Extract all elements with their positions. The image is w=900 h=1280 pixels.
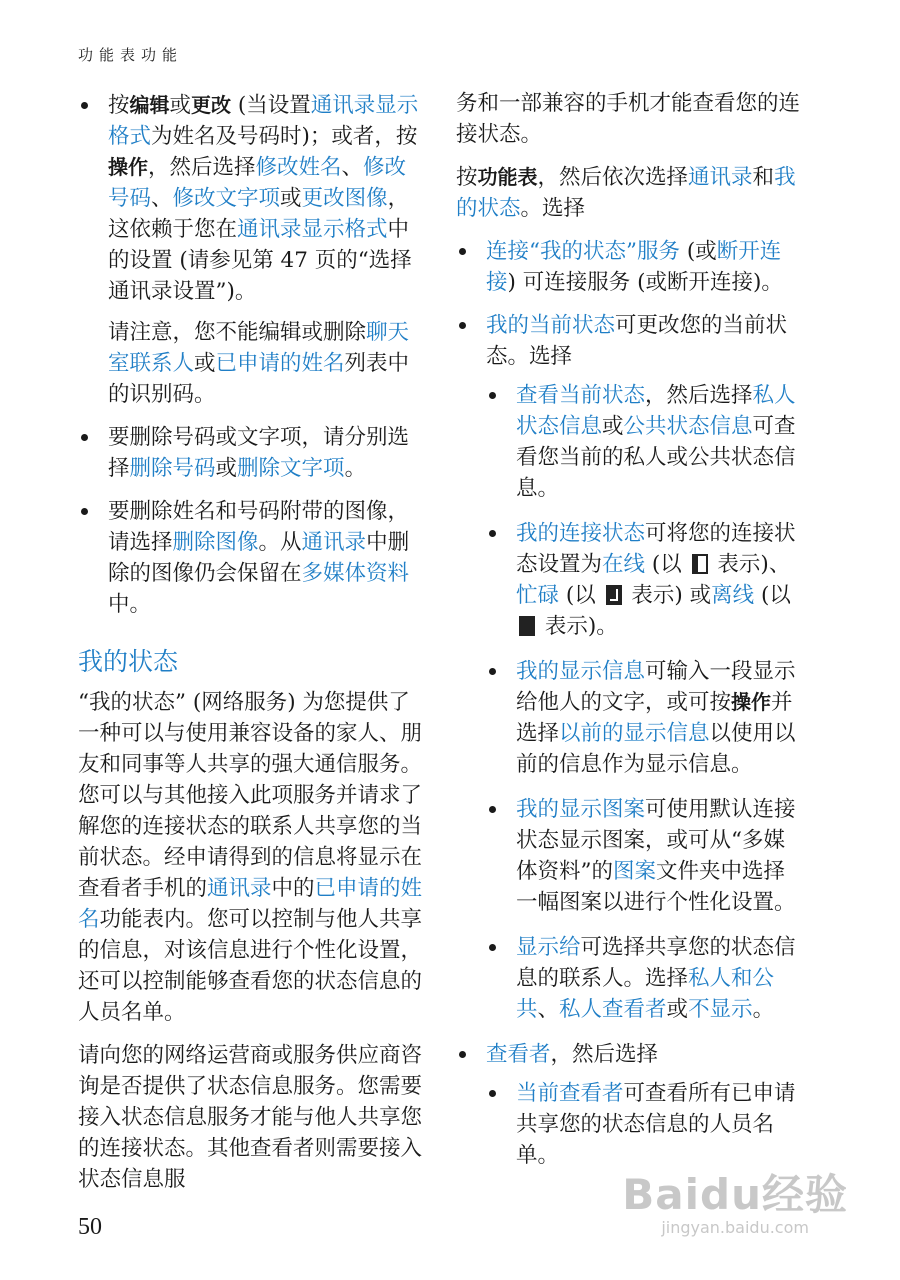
body-paragraph: 请向您的网络运营商或服务供应商咨询是否提供了状态信息服务。您需要接入状态信息服务才能与他人共享您的连接状态。其他查看者则需要接入状态信息服 <box>78 1043 423 1192</box>
link-contacts-display-format[interactable]: 通讯录显示格式 <box>108 93 419 149</box>
menu-key: 功能表 <box>477 165 538 189</box>
list-item: 我的显示图案可使用默认连接状态显示图案，或可从“多媒体资料”的图案文件夹中选择一幅图案以进行个性化设置。 <box>486 794 806 918</box>
body-paragraph: 按功能表，然后依次选择通讯录和我的状态。选择 <box>456 165 796 221</box>
section-heading: 我的状态 <box>78 647 179 676</box>
link-my-presence-message[interactable]: 我的显示信息 <box>516 659 646 684</box>
sub-options-list <box>486 1078 806 1171</box>
list-item: 我的连接状态可将您的连接状态设置为在线 (以 表示)、忙碌 (以 表示) 或离线 (以 表示)。 <box>486 518 806 642</box>
link-private-presence[interactable]: 私人状态信息 <box>516 383 796 439</box>
list-item: 要删除号码或文字项，请分别选择删除号码或删除文字项。 <box>78 422 423 484</box>
link-public-presence[interactable]: 公共状态信息 <box>623 414 753 439</box>
link-delete-image[interactable]: 删除图像 <box>172 530 259 555</box>
link-connect-service[interactable]: 连接“我的状态”服务 <box>486 239 680 264</box>
watermark <box>622 1162 848 1237</box>
link-subscribed-names-2[interactable]: 已申请的姓名 <box>78 876 423 932</box>
list-item: 查看当前状态，然后选择私人状态信息或公共状态信息可查看您当前的私人或公共状态信息。 <box>486 380 806 504</box>
link-available[interactable]: 在线 <box>602 552 646 577</box>
link-show-to[interactable]: 显示给 <box>516 935 581 960</box>
page-header: 功能表功能 <box>78 46 184 64</box>
link-view-current[interactable]: 查看当前状态 <box>516 383 646 408</box>
link-my-current-presence[interactable]: 我的当前状态 <box>486 313 616 338</box>
options-key-2: 操作 <box>731 690 772 714</box>
link-my-presence[interactable]: 我的状态 <box>456 165 796 221</box>
link-nobody[interactable]: 不显示 <box>688 997 753 1022</box>
body-paragraph: “我的状态” (网络服务) 为您提供了一种可以与使用兼容设备的家人、朋友和同事等人共享的强大通信服务。您可以与其他接入此项服务并请求了解您的连接状态的联系人共享您的当前状态。经申请得到的信息将显示在查看者手机的通讯录中的已申请的姓名功能表内。您可以控制与他人共享的信息，对该信息进行个性化设置，还可以控制能够查看您的状态信息的人员名单。 <box>78 690 423 1025</box>
change-key: 更改 <box>191 93 232 117</box>
list-item: 我的当前状态可更改您的当前状态。选择 查看当前状态，然后选择私人状态信息或公共状态信息可查看您当前的私人或公共状态信息。 我的连接状态可将您的连接状态设置为在线 (以 表示)、忙碌 (以 表示) 或离线 (以 表示)。 我的显示信息可输入一段显示给他人的文字，或可按操作并选择以前的显示信息以使用以前的信息作为显示信息。 我的显示图案可使用默认连接状态显示图案，或可从“多媒体资料”的图案文件夹中选择一幅图案以进行个性化设置。 显示给可选择共享您的状态信息的联系人。选择私人和公共、私人查看者或不显示。 <box>456 310 806 1025</box>
watermark-logo: Baidu经验 <box>622 1170 848 1219</box>
link-viewers[interactable]: 查看者 <box>486 1042 551 1067</box>
link-previous-messages[interactable]: 以前的显示信息 <box>559 721 710 746</box>
offline-status-icon <box>519 616 535 636</box>
link-busy[interactable]: 忙碌 <box>516 583 560 608</box>
link-contacts-3[interactable]: 通讯录 <box>207 876 272 901</box>
edit-options-list <box>78 90 423 620</box>
note-paragraph: 请注意，您不能编辑或删除聊天室联系人或已申请的姓名列表中的识别码。 <box>108 320 410 407</box>
link-private-viewers[interactable]: 私人查看者 <box>559 997 667 1022</box>
link-offline[interactable]: 离线 <box>711 583 755 608</box>
page-number: 50 <box>78 1214 102 1240</box>
online-status-icon <box>692 554 708 574</box>
list-item: 要删除姓名和号码附带的图像，请选择删除图像。从通讯录中删除的图像仍会保留在多媒体资料中。 <box>78 496 423 620</box>
link-private-and-public[interactable]: 私人和公共 <box>516 966 775 1022</box>
presence-options-list <box>456 236 806 1171</box>
right-column <box>456 88 806 1185</box>
link-subscribed-names[interactable]: 已申请的姓名 <box>215 351 345 376</box>
link-edit-number[interactable]: 修改号码 <box>108 155 407 211</box>
link-delete-number[interactable]: 删除号码 <box>129 456 216 481</box>
link-my-presence-logo[interactable]: 我的显示图案 <box>516 797 646 822</box>
list-item: 按编辑或更改 (当设置通讯录显示格式为姓名及号码时)；或者，按操作，然后选择修改姓名、修改号码、修改文字项或更改图像，这依赖于您在通讯录显示格式中的设置 (请参见第 47 页的“选择通讯录设置”)。 请注意，您不能编辑或删除聊天室联系人或已申请的姓名列表中的识别码。 <box>78 90 423 410</box>
edit-key: 编辑 <box>129 93 170 117</box>
options-key: 操作 <box>108 155 148 179</box>
list-item: 查看者，然后选择 当前查看者可查看所有已申请共享您的状态信息的人员名单。 <box>456 1039 806 1171</box>
list-item: 连接“我的状态”服务 (或断开连接) 可连接服务 (或断开连接)。 <box>456 236 806 298</box>
link-my-availability[interactable]: 我的连接状态 <box>516 521 646 546</box>
link-gallery[interactable]: 多媒体资料 <box>301 561 410 586</box>
link-edit-name[interactable]: 修改姓名 <box>255 155 342 180</box>
link-chat-contacts[interactable]: 聊天室联系人 <box>108 320 410 376</box>
link-edit-text[interactable]: 修改文字项 <box>172 186 281 211</box>
watermark-url: jingyan.baidu.com <box>661 1218 809 1237</box>
link-change-image[interactable]: 更改图像 <box>301 186 388 211</box>
link-disconnect[interactable]: 断开连接 <box>486 239 782 295</box>
busy-status-icon <box>606 585 622 605</box>
link-current-viewers[interactable]: 当前查看者 <box>516 1081 624 1106</box>
sub-options-list <box>486 380 806 1025</box>
list-item: 我的显示信息可输入一段显示给他人的文字，或可按操作并选择以前的显示信息以使用以前的信息作为显示信息。 <box>486 656 806 780</box>
list-item: 当前查看者可查看所有已申请共享您的状态信息的人员名单。 <box>486 1078 806 1171</box>
link-delete-text[interactable]: 删除文字项 <box>237 456 345 481</box>
left-column <box>78 90 423 1207</box>
list-item: 显示给可选择共享您的状态信息的联系人。选择私人和公共、私人查看者或不显示。 <box>486 932 806 1025</box>
link-contacts-display-format-2[interactable]: 通讯录显示格式 <box>237 217 388 242</box>
link-contacts-4[interactable]: 通讯录 <box>688 165 753 190</box>
body-paragraph: 务和一部兼容的手机才能查看您的连接状态。 <box>456 91 801 147</box>
link-graphics[interactable]: 图案 <box>613 859 657 884</box>
link-contacts[interactable]: 通讯录 <box>301 530 367 555</box>
